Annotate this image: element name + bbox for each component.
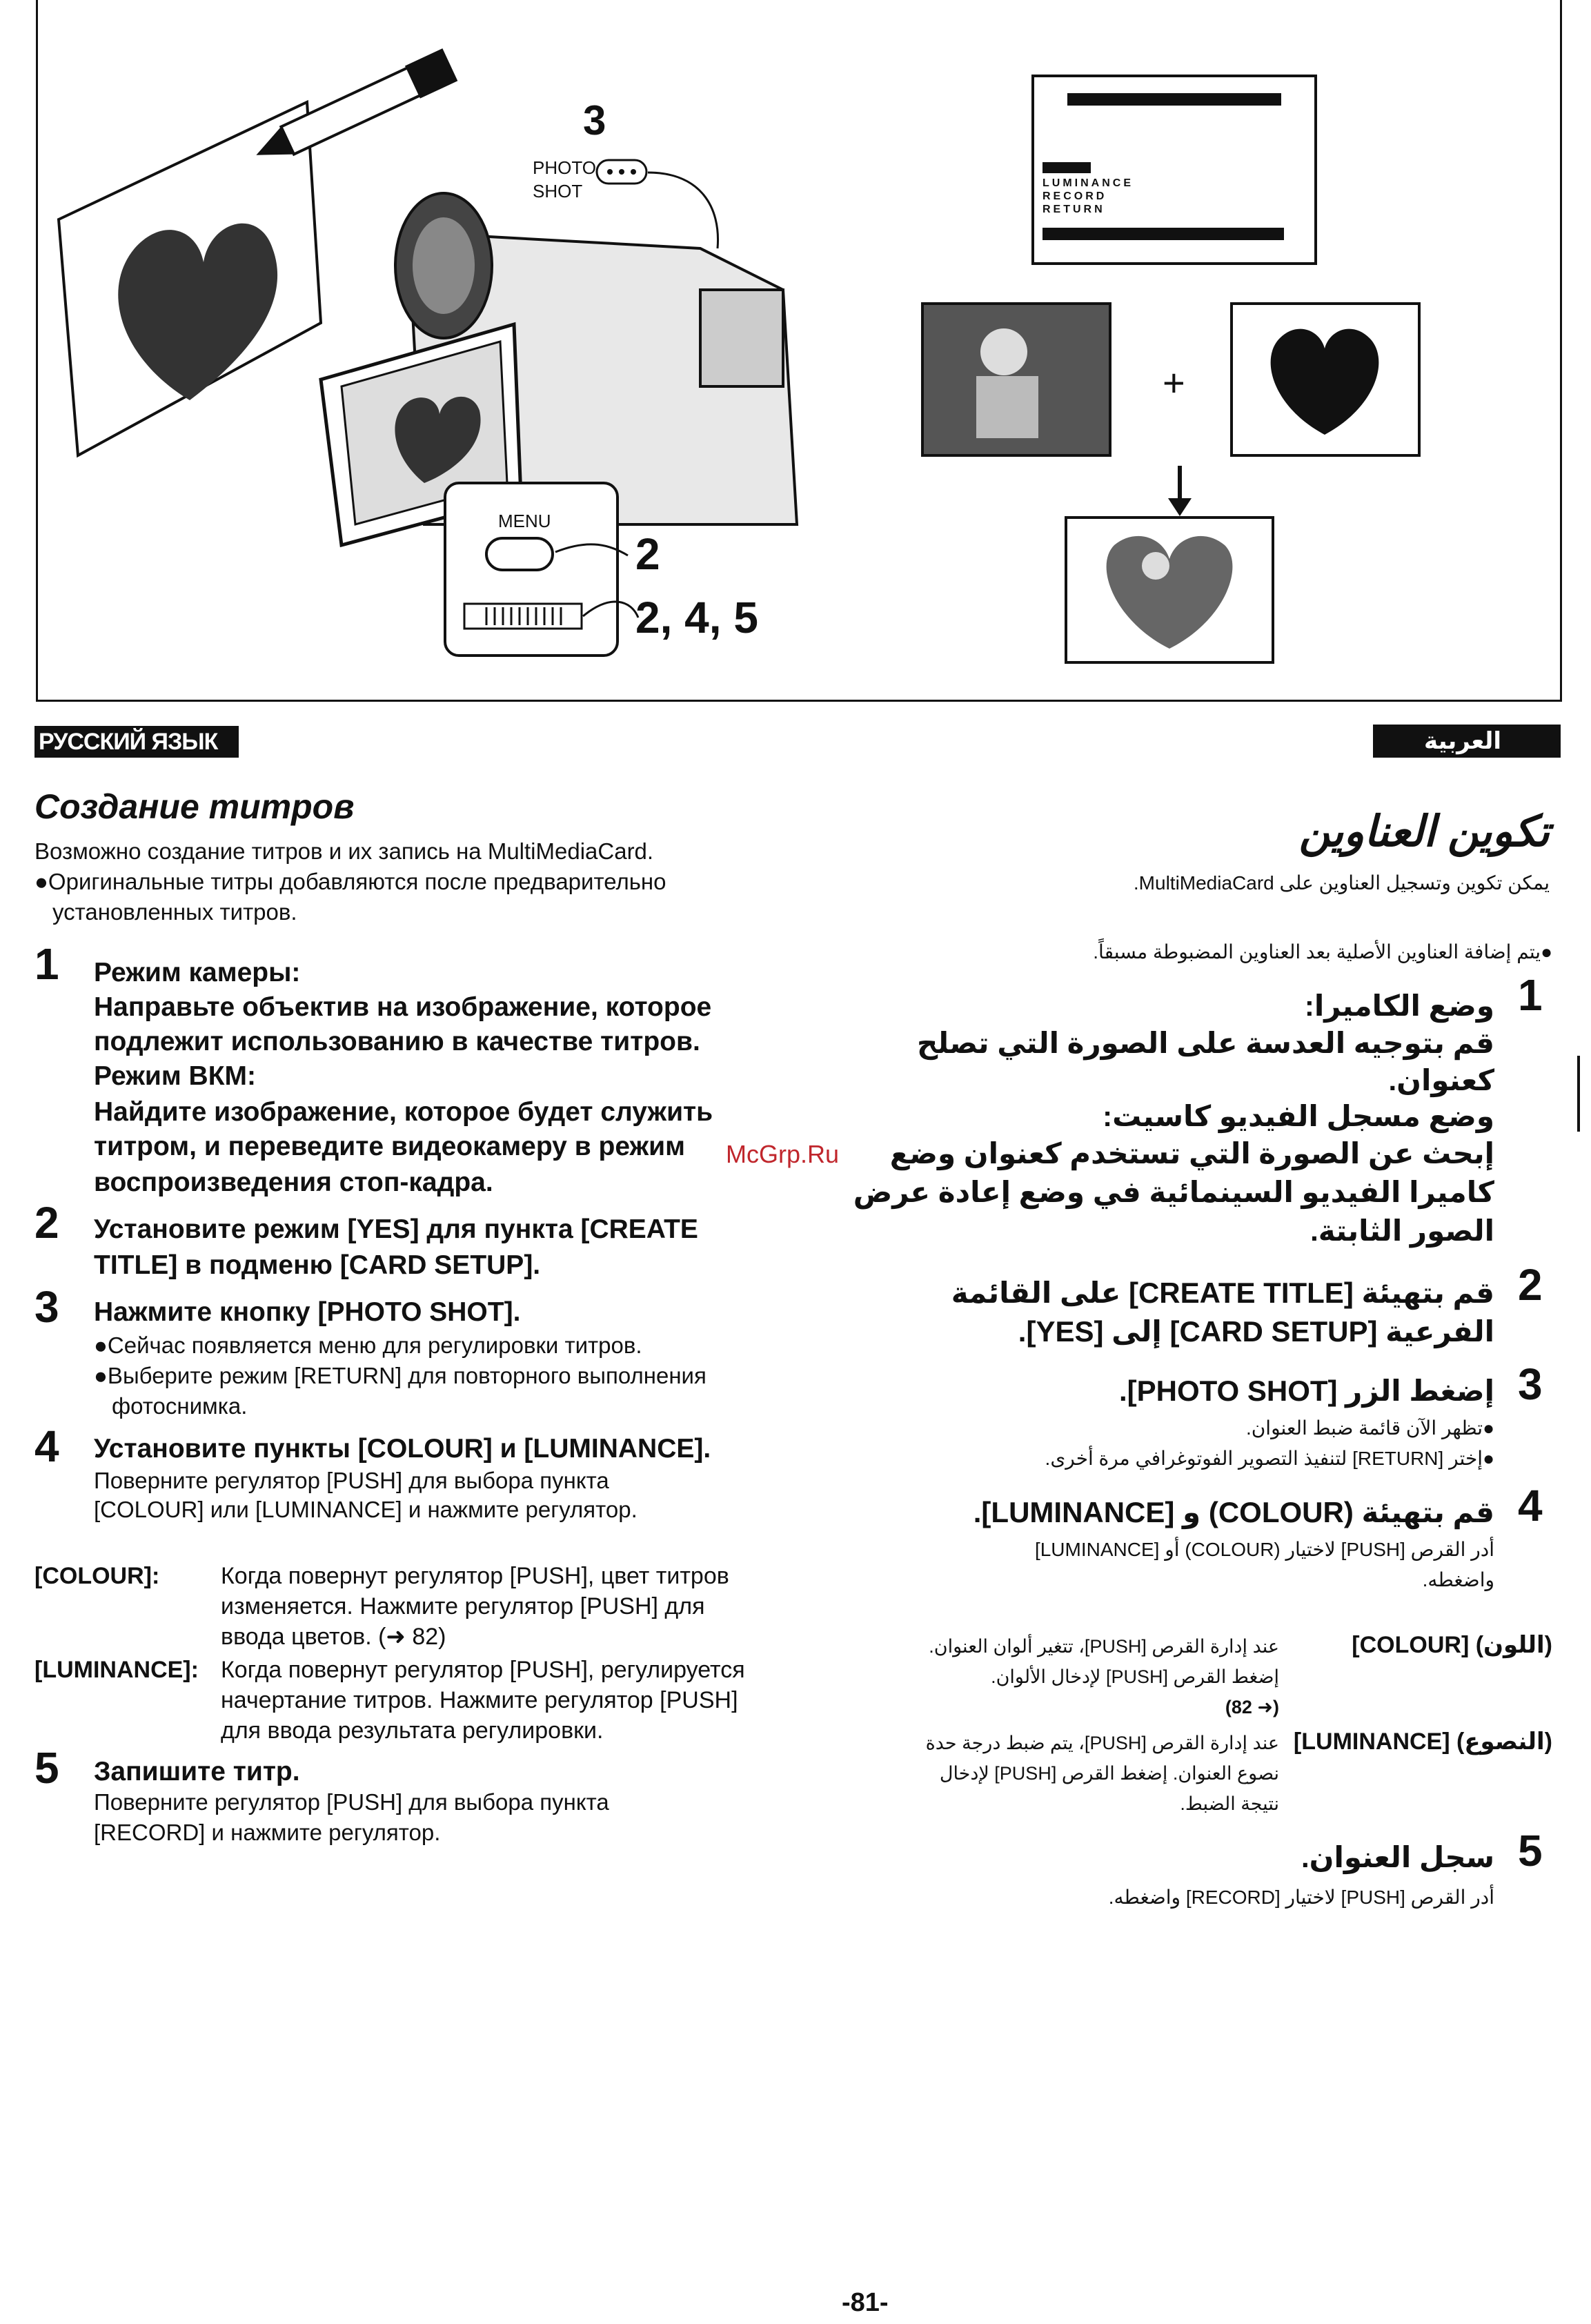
photo-label: PHOTO	[533, 157, 596, 178]
ar-step-1-line: كاميرا الفيديو السينمائية في وضع إعادة عرض	[853, 1176, 1494, 1208]
ru-intro: Возможно создание титров и их запись на MultiMediaCard.	[34, 838, 654, 864]
ru-step-4-number: 4	[34, 1421, 59, 1471]
ar-step-5-text: أدر القرص [PUSH] لاختيار [RECORD] واضغطه.	[1108, 1887, 1494, 1908]
language-tab-russian: РУССКИЙ ЯЗЫК	[34, 726, 239, 758]
ru-step-5-text: [RECORD] и нажмите регулятор.	[94, 1820, 441, 1845]
ar-term-luminance-text: نصوع العنوان. إضغط القرص [PUSH] لإدخال	[939, 1763, 1279, 1784]
ru-term-luminance-text: для ввода результата регулировки.	[221, 1717, 604, 1744]
ru-term-colour-text: ввода цветов. (➜ 82)	[221, 1624, 446, 1650]
ar-step-1-line: وضع مسجل الفيديو كاسيت:	[1103, 1100, 1494, 1132]
ru-step-1-line: воспроизведения стоп-кадра.	[94, 1168, 493, 1197]
ar-step-1-line: إبحث عن الصورة التي تستخدم كعنوان وضع	[889, 1137, 1494, 1170]
ar-step-3-bullet: ●تظهر الآن قائمة ضبط العنوان.	[1245, 1417, 1494, 1439]
ru-title: Создание титров	[34, 787, 355, 826]
ar-step-3-line: إضغط الزر [PHOTO SHOT].	[1118, 1375, 1494, 1407]
ru-step-4-text: [COLOUR] или [LUMINANCE] и нажмите регулятор.	[94, 1497, 638, 1522]
ru-term-colour-text: изменяется. Нажмите регулятор [PUSH] для	[221, 1593, 705, 1619]
ar-term-colour-text: إضغط القرص [PUSH] لإدخال الألوان.	[991, 1666, 1279, 1687]
ru-term-colour-text: Когда повернут регулятор [PUSH], цвет титров	[221, 1563, 729, 1589]
language-tab-arabic: العربية	[1373, 725, 1561, 758]
ru-step-2-number: 2	[34, 1198, 59, 1248]
ru-note-line1: ●Оригинальные титры добавляются после предварительно	[34, 869, 666, 894]
ar-step-3-number: 3	[1518, 1359, 1543, 1409]
shot-label: SHOT	[533, 181, 583, 201]
ru-term-luminance-text: Когда повернут регулятор [PUSH], регулируется	[221, 1657, 745, 1683]
margin-line	[1577, 1056, 1580, 1132]
ru-term-luminance-text: начертание титров. Нажмите регулятор [PUSH]	[221, 1687, 738, 1713]
plus-sign: +	[1163, 361, 1185, 404]
ar-intro: يمكن تكوين وتسجيل العناوين على MultiMediaCard.	[1133, 872, 1550, 894]
ar-step-4-line: قم بتهيئة (COLOUR) و [LUMINANCE].	[973, 1496, 1494, 1528]
ru-step-3-bullet: ●Сейчас появляется меню для регулировки титров.	[94, 1332, 642, 1358]
ru-step-3-line: Нажмите кнопку [PHOTO SHOT].	[94, 1297, 521, 1327]
menu-button-icon	[486, 538, 553, 570]
menu-item-record: RECORD	[1042, 190, 1107, 202]
ru-step-2-line: TITLE] в подменю [CARD SETUP].	[94, 1250, 541, 1280]
ru-step-5-line: Запишите титр.	[94, 1757, 300, 1786]
ar-step-2-number: 2	[1518, 1260, 1543, 1310]
ru-step-4-text: Поверните регулятор [PUSH] для выбора пункта	[94, 1468, 609, 1493]
ru-step-5-number: 5	[34, 1743, 59, 1793]
camcorder-icon	[321, 160, 797, 656]
menu-item-luminance: LUMINANCE	[1042, 177, 1134, 189]
ar-step-2-line: الفرعية [CARD SETUP] إلى [YES].	[1018, 1315, 1494, 1348]
ar-step-2-line: قم بتهيئة [CREATE TITLE] على القائمة	[951, 1277, 1494, 1309]
camcorder-illustration	[38, 0, 1564, 702]
ru-step-1-line: титром, и переведите видеокамеру в режим	[94, 1132, 685, 1161]
down-arrow-head	[1168, 498, 1192, 516]
ar-term-colour-text: (➜ 82)	[1225, 1697, 1279, 1717]
ru-step-1-line: Найдите изображение, которое будет служить	[94, 1097, 713, 1127]
ar-term-colour-text: عند إدارة القرص [PUSH]، تتغير ألوان العنوان.	[929, 1636, 1279, 1657]
ar-step-1-line: وضع الكاميرا:	[1304, 989, 1494, 1022]
ar-note: ●يتم إضافة العناوين الأصلية بعد العناوين المضبوطة مسبقاً.	[1093, 941, 1552, 963]
ar-step-4-text: أدر القرص [PUSH] لاختيار (COLOUR) أو [LUMINANCE]	[1034, 1539, 1494, 1560]
ar-step-1-number: 1	[1518, 970, 1543, 1020]
push-dial-icon	[464, 604, 582, 629]
ru-step-1-line: Направьте объектив на изображение, которое	[94, 992, 712, 1022]
ar-step-1-line: قم بتوجيه العدسة على الصورة التي تصلح	[916, 1027, 1494, 1059]
ru-term-colour-label: [COLOUR]:	[34, 1563, 160, 1589]
page-number: -81-	[842, 2288, 889, 2317]
ar-term-luminance-label: (النصوع) [LUMINANCE]	[1293, 1729, 1552, 1755]
ru-step-1-line: подлежит использованию в качестве титров.	[94, 1027, 700, 1056]
ar-step-1-line: كعنوان.	[1388, 1064, 1494, 1096]
ru-step-3-bullet: ●Выберите режим [RETURN] для повторного выполнения	[94, 1363, 706, 1388]
illustration-panel	[36, 0, 1562, 702]
ru-step-1-line: Режим камеры:	[94, 958, 301, 987]
ru-step-1-line: Режим ВКМ:	[94, 1061, 256, 1091]
ru-step-3-number: 3	[34, 1282, 59, 1332]
ar-term-luminance-text: نتيجة الضبط.	[1180, 1793, 1279, 1814]
ru-step-5-text: Поверните регулятор [PUSH] для выбора пункта	[94, 1789, 609, 1815]
title-menu-screen	[1033, 76, 1316, 264]
ar-term-luminance-text: عند إدارة القرص [PUSH]، يتم ضبط درجة حدة	[925, 1733, 1279, 1753]
ar-title: تكوين العناوين	[1298, 808, 1550, 856]
ar-step-1-line: الصور الثابتة.	[1310, 1214, 1494, 1247]
ru-step-2-line: Установите режим [YES] для пункта [CREATE	[94, 1214, 698, 1244]
ru-step-3-bullet: фотоснимка.	[112, 1393, 248, 1419]
marker-pen-icon	[248, 48, 457, 171]
ar-term-colour-label: (اللون) [COLOUR]	[1352, 1632, 1552, 1658]
ar-step-3-bullet: ●إختر [RETURN] لتنفيذ التصوير الفوتوغرافي مرة أخرى.	[1045, 1448, 1494, 1469]
ru-note-line2: установленных титров.	[52, 899, 297, 925]
callout-step-2: 2	[635, 529, 660, 579]
callout-steps-2-4-5: 2, 4, 5	[635, 593, 758, 642]
menu-label: MENU	[498, 511, 551, 531]
callout-step-3: 3	[583, 97, 606, 144]
menu-item-return: RETURN	[1042, 204, 1105, 215]
ru-step-1-number: 1	[34, 939, 59, 989]
ru-term-luminance-label: [LUMINANCE]:	[34, 1657, 199, 1683]
ar-step-4-text: واضغطه.	[1422, 1569, 1494, 1591]
ar-step-5-number: 5	[1518, 1826, 1543, 1875]
ar-step-4-number: 4	[1518, 1481, 1543, 1530]
ar-step-5-line: سجل العنوان.	[1301, 1841, 1494, 1873]
ru-step-4-line: Установите пункты [COLOUR] и [LUMINANCE].	[94, 1434, 711, 1464]
watermark: McGrp.Ru	[726, 1140, 840, 1168]
